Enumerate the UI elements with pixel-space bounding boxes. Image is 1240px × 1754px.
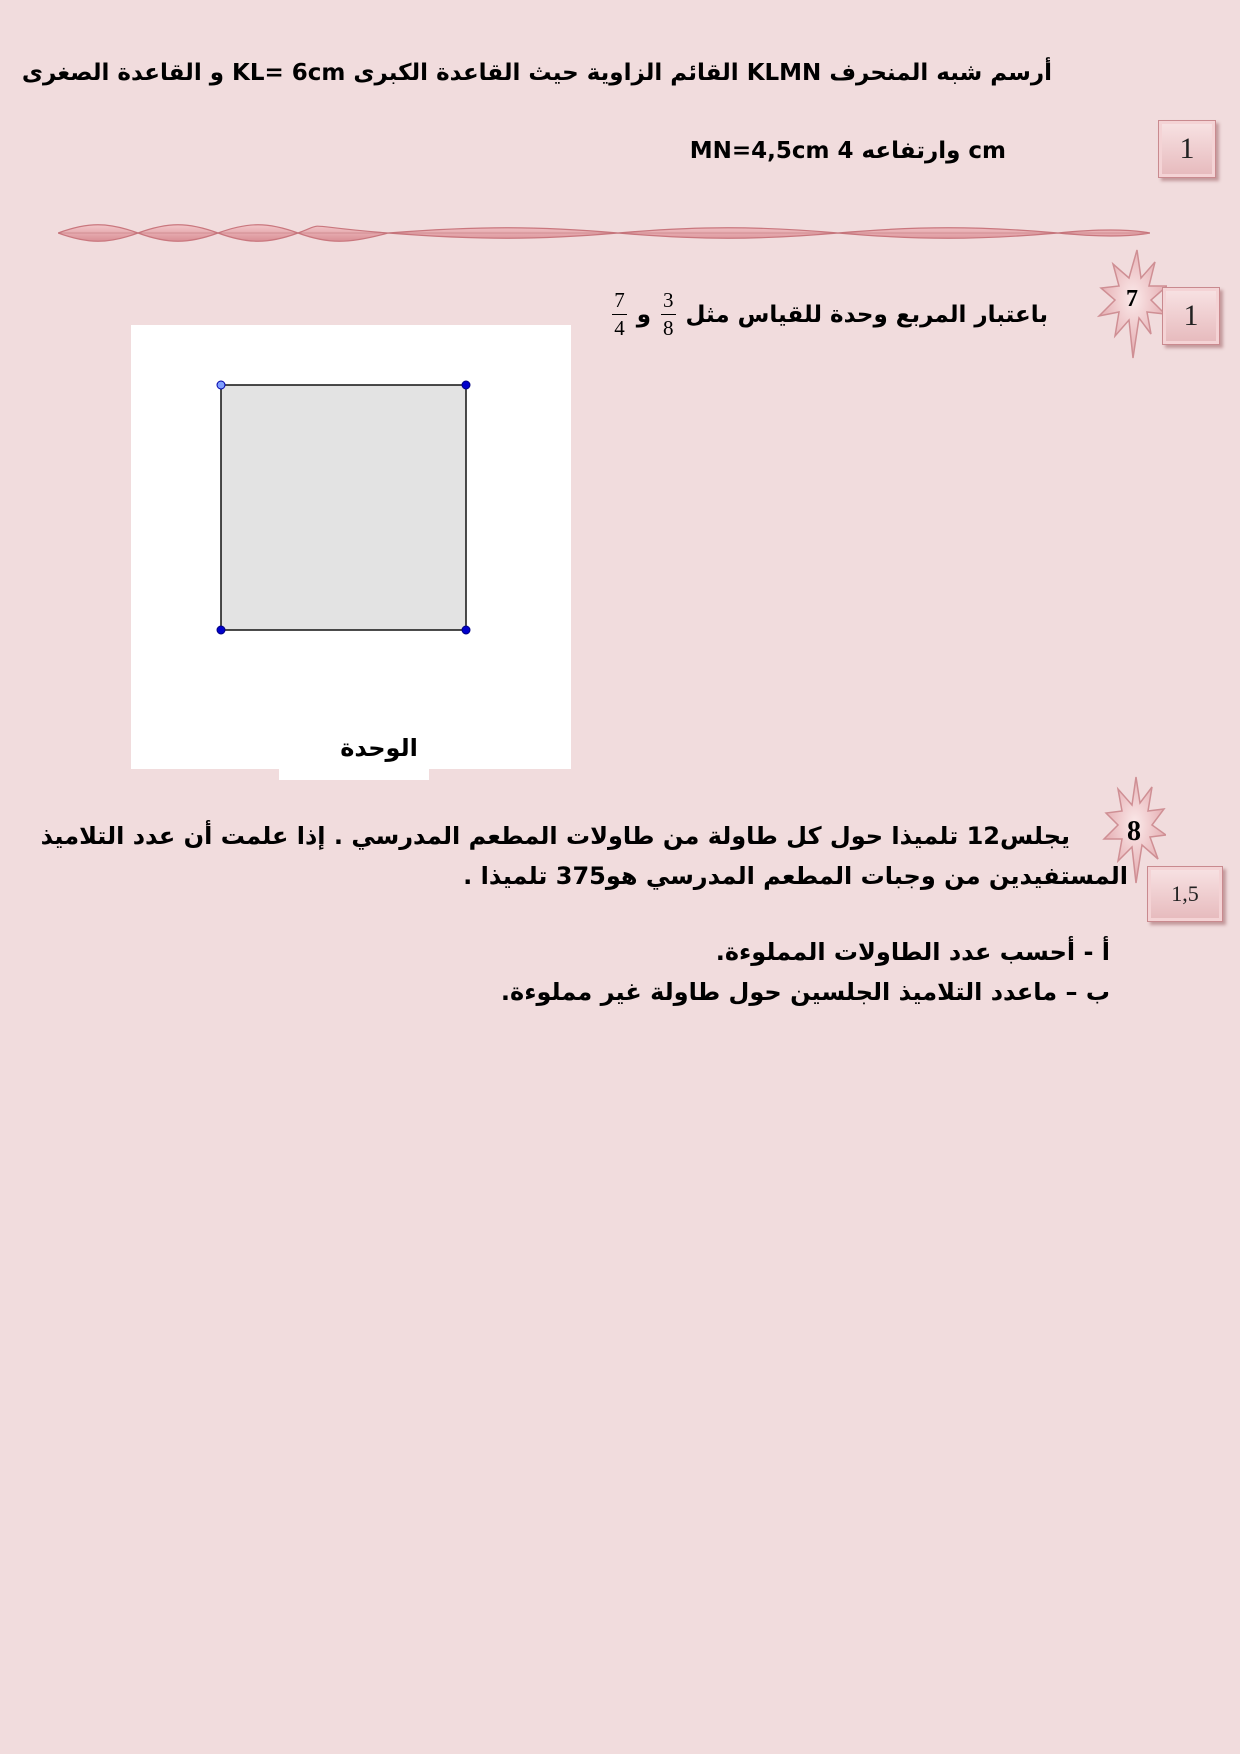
decorative-divider	[58, 218, 1150, 248]
unit-square-figure	[131, 325, 571, 769]
fraction-denominator: 4	[614, 316, 625, 340]
ex8-item-a: أ - أحسب عدد الطاولات المملوءة.	[715, 938, 1110, 966]
fraction-7-4	[612, 290, 627, 339]
fraction-numerator: 3	[661, 290, 676, 315]
ex7-and: و	[636, 301, 651, 328]
q1-line1: أرسم شبه المنحرف KLMN القائم الزاوية حيث القاعدة الكبرى KL= 6cm و القاعدة الصغرى	[21, 60, 1052, 86]
exercise-7-number: 7	[1126, 286, 1138, 312]
fraction-3-8	[661, 290, 676, 339]
ex8-line2: المستفيدين من وجبات المطعم المدرسي هو375 تلميذا .	[463, 862, 1128, 890]
fraction-numerator: 7	[612, 290, 627, 315]
score-value: 1,5	[1171, 881, 1199, 906]
exercise-8-number: 8	[1127, 816, 1141, 847]
score-box-ex8	[1147, 866, 1223, 922]
score-box-ex7	[1162, 287, 1220, 345]
q1-line2: MN=4,5cm وارتفاعه 4 cm	[689, 138, 1006, 164]
unit-square	[221, 385, 466, 630]
vertex-point	[462, 381, 470, 389]
score-box-q1	[1158, 120, 1216, 178]
vertex-point	[217, 381, 225, 389]
score-value: 1	[1183, 299, 1199, 332]
fraction-denominator: 8	[663, 316, 674, 340]
ex8-item-b: ب – ماعدد التلاميذ الجلسين حول طاولة غير مملوءة.	[500, 978, 1110, 1006]
ex7-instruction	[612, 290, 1048, 339]
ex8-line1: يجلس12 تلميذا حول كل طاولة من طاولات المطعم المدرسي . إذا علمت أن عدد التلاميذ	[40, 822, 1070, 850]
vertex-point	[217, 626, 225, 634]
unit-label: الوحدة	[340, 734, 418, 762]
ex7-text: باعتبار المربع وحدة للقياس مثل	[685, 301, 1048, 328]
score-value: 1	[1179, 132, 1195, 165]
vertex-point	[462, 626, 470, 634]
